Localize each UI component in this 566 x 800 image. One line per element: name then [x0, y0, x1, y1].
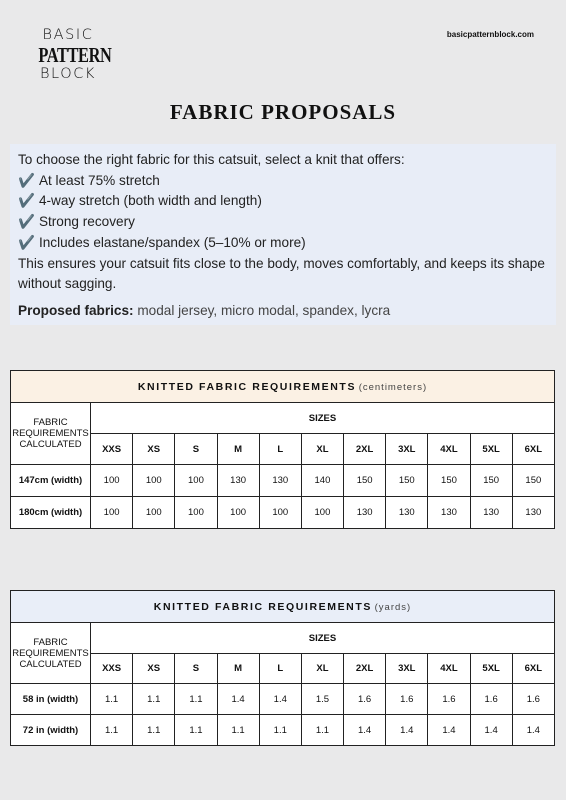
table-cell: 100	[175, 465, 217, 497]
table-header	[11, 591, 555, 623]
size-header-cell: 3XL	[386, 434, 428, 465]
bullet-item	[18, 191, 548, 212]
sizes-header: SIZES	[91, 623, 555, 654]
table-cell: 1.1	[133, 715, 175, 746]
table-row	[11, 715, 555, 746]
size-header-cell: 2XL	[344, 654, 386, 684]
table-cell: 130	[428, 497, 470, 529]
table-cell: 1.4	[470, 715, 512, 746]
logo-line-1: BASIC	[42, 27, 94, 43]
table-unit: (centimeters)	[358, 381, 428, 393]
table-cell: 100	[217, 497, 259, 529]
table-cell: 100	[133, 465, 175, 497]
table-cell: 100	[91, 465, 133, 497]
table-title: KNITTED FABRIC REQUIREMENTS	[137, 380, 357, 393]
table-cell: 150	[386, 465, 428, 497]
bullet-item	[18, 233, 548, 254]
table-row	[11, 684, 555, 715]
size-header-cell: XL	[301, 654, 343, 684]
table-cell: 1.4	[344, 715, 386, 746]
table-cell: 1.4	[259, 684, 301, 715]
size-header-cell: 2XL	[344, 434, 386, 465]
size-header-cell: 4XL	[428, 654, 470, 684]
bullet-text: Strong recovery	[38, 214, 135, 230]
page-title: FABRIC PROPOSALS	[169, 100, 397, 124]
table-cell: 130	[512, 497, 554, 529]
proposed-fabrics	[18, 301, 548, 322]
row-label: 72 in (width)	[11, 715, 91, 746]
size-header-cell: XS	[133, 654, 175, 684]
fabric-table-yards	[10, 590, 555, 746]
table-cell: 1.4	[217, 684, 259, 715]
size-header-cell: 6XL	[512, 434, 554, 465]
table-row	[11, 497, 555, 529]
table-cell: 1.1	[175, 684, 217, 715]
corner-line: FABRIC	[33, 417, 68, 428]
table-header	[11, 371, 555, 403]
info-conclusion: This ensures your catsuit fits close to the body, moves comfortably, and keeps its shape without sagging.	[18, 255, 545, 292]
table-cell: 1.4	[512, 715, 554, 746]
fabric-info-box	[10, 144, 556, 325]
bullet-text: At least 75% stretch	[38, 172, 160, 188]
table-cell: 150	[512, 465, 554, 497]
corner-line: REQUIREMENTS	[12, 647, 89, 659]
table-cell: 1.6	[344, 684, 386, 715]
table-cell: 130	[217, 465, 259, 497]
table-cell: 1.6	[512, 684, 554, 715]
table-cell: 150	[344, 465, 386, 497]
table-cell: 1.1	[175, 715, 217, 746]
logo-line-2: PATTERN	[38, 42, 112, 67]
corner-line: CALCULATED	[19, 439, 82, 450]
table-cell: 100	[133, 497, 175, 529]
website-link[interactable]: basicpatternblock.com	[446, 30, 534, 39]
size-header-cell: XXS	[91, 434, 133, 465]
table-cell: 1.5	[301, 684, 343, 715]
fabric-table-centimeters	[10, 370, 555, 529]
table-cell: 130	[470, 497, 512, 529]
brand-logo	[30, 27, 112, 82]
corner-label	[11, 623, 91, 684]
proposed-label: Proposed fabrics:	[18, 302, 134, 318]
check-icon: ✔️	[18, 193, 35, 209]
table-cell: 1.4	[428, 715, 470, 746]
table-cell: 100	[259, 497, 301, 529]
size-header-cell: 4XL	[428, 434, 470, 465]
size-header-cell: S	[175, 434, 217, 465]
table-cell: 130	[259, 465, 301, 497]
table-cell: 140	[301, 465, 343, 497]
table-cell: 1.1	[301, 715, 343, 746]
size-header-cell: 5XL	[470, 654, 512, 684]
bullet-item	[18, 171, 548, 192]
table-cell: 1.1	[133, 684, 175, 715]
corner-line: FABRIC	[33, 636, 68, 648]
row-label: 58 in (width)	[11, 684, 91, 715]
table-cell: 1.1	[91, 715, 133, 746]
table-cell: 1.6	[386, 684, 428, 715]
table-cell: 130	[344, 497, 386, 529]
proposed-value: modal jersey, micro modal, spandex, lycra	[137, 302, 391, 318]
table-title: KNITTED FABRIC REQUIREMENTS	[153, 600, 372, 613]
table-cell: 1.6	[428, 684, 470, 715]
table-cell: 130	[386, 497, 428, 529]
size-header-cell: L	[259, 654, 301, 684]
table-cell: 1.1	[217, 715, 259, 746]
check-icon: ✔️	[18, 214, 35, 230]
table-row	[11, 465, 555, 497]
size-header-cell: M	[217, 434, 259, 465]
size-header-cell: 3XL	[386, 654, 428, 684]
table-cell: 100	[301, 497, 343, 529]
bullet-text: 4-way stretch (both width and length)	[38, 193, 262, 209]
size-header-cell: S	[175, 654, 217, 684]
size-header-cell: M	[217, 654, 259, 684]
table-cell: 150	[470, 465, 512, 497]
bullet-text: Includes elastane/spandex (5–10% or more)	[38, 234, 306, 250]
table-cell: 1.4	[386, 715, 428, 746]
table-cell: 100	[91, 497, 133, 529]
size-header-cell: 6XL	[512, 654, 554, 684]
size-header-cell: XXS	[91, 654, 133, 684]
row-label: 180cm (width)	[11, 497, 91, 529]
size-header-cell: L	[259, 434, 301, 465]
corner-label	[11, 403, 91, 465]
table-unit: (yards)	[374, 601, 412, 613]
table-cell: 150	[428, 465, 470, 497]
info-intro: To choose the right fabric for this catsuit, select a knit that offers:	[18, 152, 405, 167]
size-header-cell: XL	[301, 434, 343, 465]
row-label: 147cm (width)	[11, 465, 91, 497]
table-cell: 1.1	[91, 684, 133, 715]
sizes-header: SIZES	[91, 403, 555, 434]
check-icon: ✔️	[18, 172, 35, 188]
table-cell: 1.6	[470, 684, 512, 715]
logo-line-3: BLOCK	[39, 65, 97, 82]
corner-line: REQUIREMENTS	[12, 428, 89, 439]
check-icon: ✔️	[18, 234, 35, 250]
table-cell: 1.1	[259, 715, 301, 746]
size-header-cell: XS	[133, 434, 175, 465]
table-cell: 100	[175, 497, 217, 529]
corner-line: CALCULATED	[19, 658, 82, 670]
bullet-item	[18, 212, 548, 233]
size-header-cell: 5XL	[470, 434, 512, 465]
